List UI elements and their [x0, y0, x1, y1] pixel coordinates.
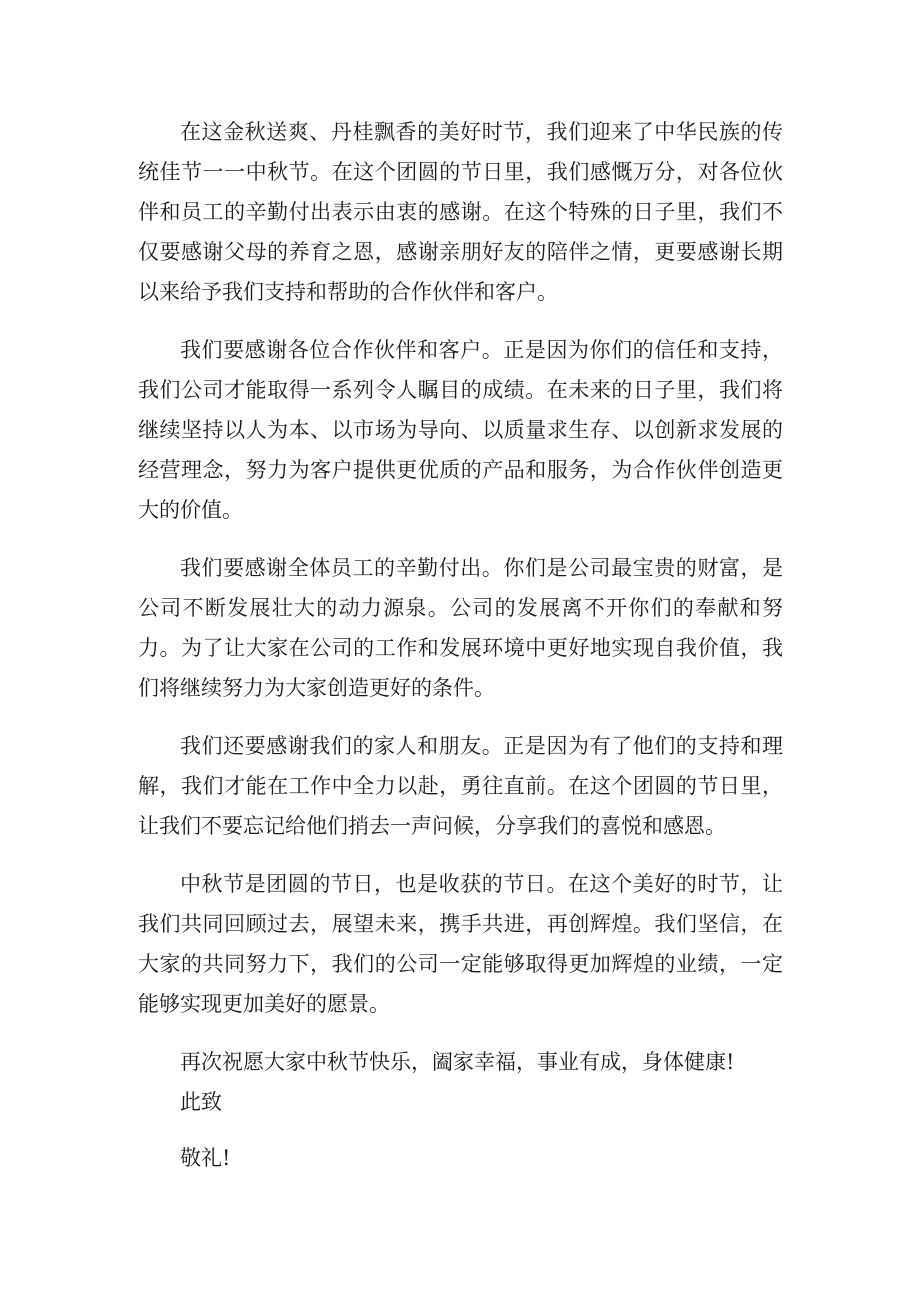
paragraph-1: 在这金秋送爽、丹桂飘香的美好时节，我们迎来了中华民族的传统佳节一一中秋节。在这个团圆的节日里，我们感慨万分，对各位伙伴和员工的辛勤付出表示由衷的感谢。在这个特殊的日子里，我们不仅要感谢父母的养育之恩，感谢亲朋好友的陪伴之情，更要感谢长期以来给予我们支持和帮助的合作伙伴和客户。: [138, 120, 783, 304]
paragraph-3: 我们要感谢全体员工的辛勤付出。你们是公司最宝贵的财富，是公司不断发展壮大的动力源泉。公司的发展离不开你们的奉献和努力。为了让大家在公司的工作和发展环境中更好地实现自我价值，我们将继续努力为大家创造更好的条件。: [138, 556, 783, 700]
salutation: 此致: [180, 1090, 222, 1114]
regards: 敬礼!: [180, 1146, 231, 1170]
paragraph-5: 中秋节是团圆的节日，也是收获的节日。在这个美好的时节，让我们共同回顾过去，展望未来，携手共进，再创辉煌。我们坚信，在大家的共同努力下，我们的公司一定能够取得更加辉煌的业绩，一定能够实现更加美好的愿景。: [138, 872, 783, 1016]
closing-wish: 再次祝愿大家中秋节快乐，阖家幸福，事业有成，身体健康!: [180, 1050, 735, 1074]
paragraph-2: 我们要感谢各位合作伙伴和客户。正是因为你们的信任和支持，我们公司才能取得一系列令人瞩目的成绩。在未来的日子里，我们将继续坚持以人为本、以市场为导向、以质量求生存、以创新求发展的经营理念，努力为客户提供更优质的产品和服务，为合作伙伴创造更大的价值。: [138, 338, 783, 522]
paragraph-4: 我们还要感谢我们的家人和朋友。正是因为有了他们的支持和理解，我们才能在工作中全力以赴，勇往直前。在这个团圆的节日里，让我们不要忘记给他们捎去一声问候，分享我们的喜悦和感恩。: [138, 734, 783, 838]
letter-body: [138, 112, 783, 1178]
